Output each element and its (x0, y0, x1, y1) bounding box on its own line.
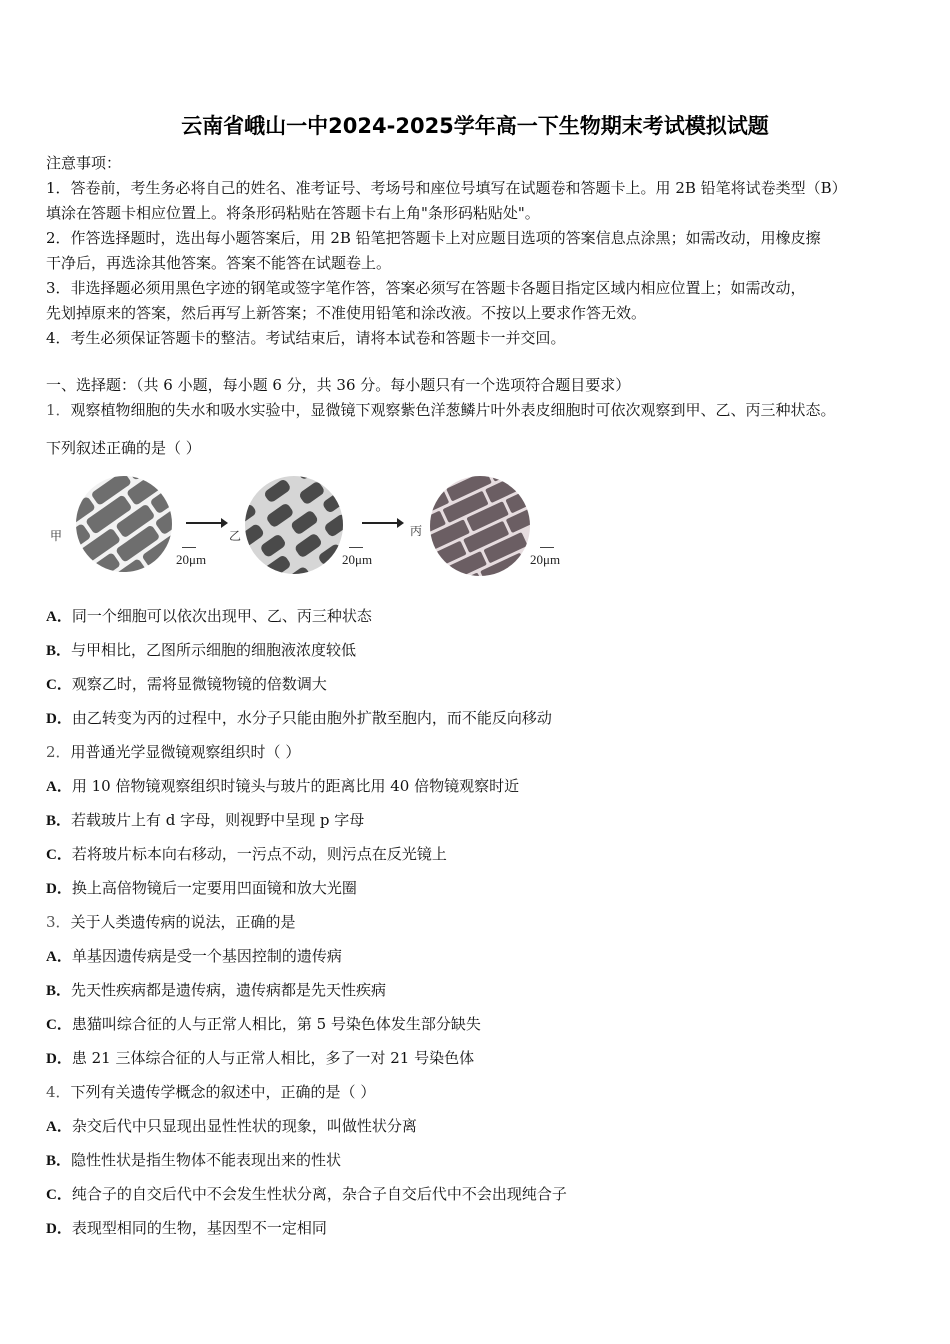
option-2c (46, 844, 447, 865)
question-text: 下列有关遗传学概念的叙述中，正确的是（ ） (70, 1083, 376, 1101)
option-text: 观察乙时，需将显微镜物镜的倍数调大 (71, 675, 327, 693)
arrow-icon (186, 522, 226, 524)
option-letter: B． (46, 643, 72, 659)
option-1d (46, 708, 552, 729)
option-text: 表现型相同的生物，基因型不一定相同 (71, 1219, 327, 1237)
option-3b (46, 980, 386, 1001)
page-title: 云南省峨山一中2024-2025学年高一下生物期末考试模拟试题 (181, 114, 769, 138)
scale-label: 20μm (530, 552, 561, 567)
option-text: 同一个细胞可以依次出现甲、乙、丙三种状态 (71, 607, 372, 625)
option-4d (46, 1218, 327, 1239)
question-text: 观察植物细胞的失水和吸水实验中，显微镜下观察紫色洋葱鳞片叶外表皮细胞时可依次观察到甲、乙、丙三种状态。 (70, 401, 836, 419)
scale-bar (182, 547, 196, 548)
scale-label: 20μm (176, 552, 207, 567)
micrograph-yi (245, 476, 343, 574)
question-text: 用普通光学显微镜观察组织时（ ） (70, 743, 301, 761)
notice-line: 3．非选择题必须用黑色字迹的钢笔或签字笔作答，答案必须写在答题卡各题目指定区域内相应位置上；如需改动， (46, 279, 806, 297)
option-letter: D． (46, 881, 72, 897)
option-text: 若将玻片标本向右移动，一污点不动，则污点在反光镜上 (71, 845, 447, 863)
option-2a (46, 776, 519, 797)
question-3-stem (46, 912, 296, 932)
option-letter: A． (46, 609, 72, 625)
option-letter: B． (46, 813, 72, 829)
option-3d (46, 1048, 474, 1069)
option-letter: A． (46, 1119, 72, 1135)
figure-label-jia: 甲 (50, 529, 63, 543)
option-4b (46, 1150, 341, 1171)
notice-line: 2．作答选择题时，选出每小题答案后，用 2B 铅笔把答题卡上对应题目选项的答案信息点涂黑；如需改动，用橡皮擦 (46, 229, 821, 247)
question-1-stem (46, 400, 836, 420)
option-4c (46, 1184, 567, 1205)
option-text: 患 21 三体综合征的人与正常人相比，多了一对 21 号染色体 (71, 1049, 475, 1067)
notice-line: 4．考生必须保证答题卡的整洁。考试结束后，请将本试卷和答题卡一并交回。 (46, 329, 566, 347)
question-4-stem (46, 1082, 375, 1102)
figure-label-bing: 丙 (410, 524, 423, 538)
notice-line: 1．答卷前，考生务必将自己的姓名、准考证号、考场号和座位号填写在试题卷和答题卡上。用 2B 铅笔将试卷类型（B） (46, 179, 847, 197)
notice-line: 先划掉原来的答案，然后再写上新答案；不准使用铅笔和涂改液。不按以上要求作答无效。 (46, 304, 647, 322)
micrograph-bing (430, 476, 530, 576)
option-text: 与甲相比，乙图所示细胞的细胞液浓度较低 (71, 641, 357, 659)
option-letter: C． (46, 1187, 72, 1203)
option-1b (46, 640, 356, 661)
question-number: 3． (46, 913, 71, 931)
option-text: 单基因遗传病是受一个基因控制的遗传病 (71, 947, 342, 965)
option-text: 隐性性状是指生物体不能表现出来的性状 (71, 1151, 342, 1169)
option-text: 先天性疾病都是遗传病，遗传病都是先天性疾病 (71, 981, 387, 999)
question-2-stem (46, 742, 300, 762)
figure-label-yi: 乙 (229, 529, 242, 543)
option-3a (46, 946, 342, 967)
option-3c (46, 1014, 481, 1035)
option-text: 患猫叫综合征的人与正常人相比，第 5 号染色体发生部分缺失 (71, 1015, 481, 1033)
question-number: 2． (46, 743, 71, 761)
option-2d (46, 878, 357, 899)
scale-label: 20μm (342, 552, 373, 567)
option-text: 若载玻片上有 d 字母，则视野中呈现 p 字母 (71, 811, 365, 829)
option-text: 换上高倍物镜后一定要用凹面镜和放大光圈 (71, 879, 357, 897)
question-1-stem-continued: 下列叙述正确的是（ ） (46, 439, 201, 457)
option-letter: D． (46, 1221, 72, 1237)
notice-block (46, 151, 916, 351)
question-text: 关于人类遗传病的说法，正确的是 (70, 913, 296, 931)
option-letter: C． (46, 1017, 72, 1033)
scale-bar (349, 547, 363, 548)
option-letter: A． (46, 779, 72, 795)
option-text: 纯合子的自交后代中不会发生性状分离，杂合子自交后代中不会出现纯合子 (71, 1185, 567, 1203)
scale-bar (540, 547, 554, 548)
option-letter: C． (46, 847, 72, 863)
option-1c (46, 674, 327, 695)
notice-heading: 注意事项： (46, 154, 122, 172)
notice-line: 干净后，再选涂其他答案。答案不能答在试题卷上。 (46, 254, 392, 272)
question-number: 4． (46, 1083, 71, 1101)
notice-line: 填涂在答题卡相应位置上。将条形码粘贴在答题卡右上角"条形码粘贴处"。 (46, 204, 540, 222)
option-1a (46, 606, 372, 627)
arrow-icon (362, 522, 402, 524)
option-letter: D． (46, 711, 72, 727)
option-text: 用 10 倍物镜观察组织时镜头与玻片的距离比用 40 倍物镜观察时近 (71, 777, 520, 795)
option-letter: C． (46, 677, 72, 693)
option-letter: D． (46, 1051, 72, 1067)
option-letter: A． (46, 949, 72, 965)
micrograph-jia (76, 476, 172, 572)
option-letter: B． (46, 1153, 72, 1169)
option-text: 由乙转变为丙的过程中，水分子只能由胞外扩散至胞内，而不能反向移动 (71, 709, 552, 727)
question-number: 1． (46, 401, 71, 419)
option-2b (46, 810, 364, 831)
section-heading: 一、选择题：（共 6 小题，每小题 6 分，共 36 分。每小题只有一个选项符合题目要求） (46, 376, 631, 394)
microscope-figure (46, 470, 586, 580)
option-text: 杂交后代中只显现出显性性状的现象，叫做性状分离 (71, 1117, 417, 1135)
option-4a (46, 1116, 417, 1137)
option-letter: B． (46, 983, 72, 999)
